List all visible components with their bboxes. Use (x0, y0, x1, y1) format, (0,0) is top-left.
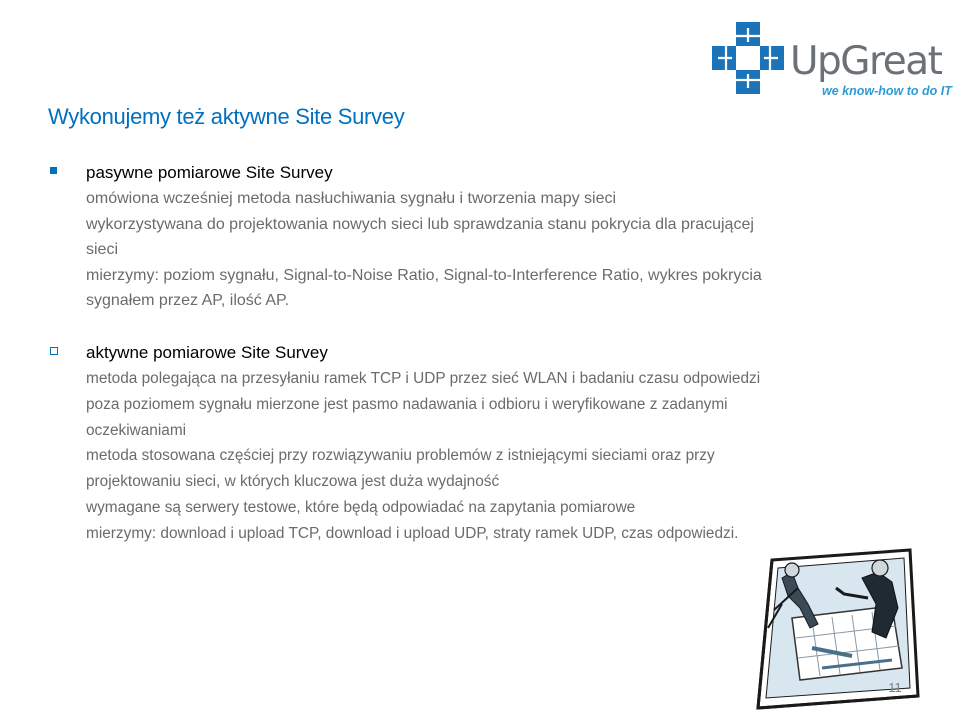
body-line: sygnałem przez AP, ilość AP. (86, 292, 290, 309)
body-line: projektowaniu sieci, w których kluczowa jest duża wydajność (86, 473, 500, 491)
outline-square-bullet-icon (50, 347, 58, 355)
section-passive-survey (48, 160, 898, 314)
filled-square-bullet-icon (50, 167, 57, 174)
logo-wordmark: UpGreat (790, 39, 942, 84)
section-heading: aktywne pomiarowe Site Survey (86, 343, 328, 362)
body-line: metoda polegająca na przesyłaniu ramek TCP i UDP przez sieć WLAN i badaniu czasu odpowiedzi (86, 370, 761, 387)
body-line: poza poziomem sygnału mierzone jest pasmo nadawania i odbioru i weryfikowane z zadanymi (86, 395, 728, 413)
body-line: mierzymy: poziom sygnału, Signal-to-Noise Ratio, Signal-to-Interference Ratio, wykres pokrycia (86, 266, 762, 284)
section-heading: pasywne pomiarowe Site Survey (86, 163, 333, 182)
section-heading-row (48, 160, 898, 186)
page-number: 11 (888, 680, 902, 695)
body-line: oczekiwaniami (86, 421, 187, 439)
body-line: sieci (86, 241, 119, 258)
body-line: metoda stosowana częściej przy rozwiązywaniu problemów z istniejącymi sieciami oraz przy (86, 447, 715, 465)
body-line: wykorzystywana do projektowania nowych sieci lub sprawdzania stanu pokrycia dla pracującej (86, 215, 754, 233)
logo-tagline: we know-how to do IT (822, 84, 952, 98)
section-heading-row (48, 340, 898, 366)
company-logo (712, 22, 952, 102)
body-line: mierzymy: download i upload TCP, download i upload UDP, straty ramek UDP, czas odpowiedzi. (86, 524, 739, 542)
slide-title: Wykonujemy też aktywne Site Survey (48, 104, 405, 129)
section-active-survey (48, 340, 898, 547)
logo-cross-icon (712, 22, 784, 94)
body-line: omówiona wcześniej metoda nasłuchiwania sygnału i tworzenia mapy sieci (86, 190, 617, 207)
body-line: wymagane są serwery testowe, które będą odpowiadać na zapytania pomiarowe (86, 498, 636, 516)
